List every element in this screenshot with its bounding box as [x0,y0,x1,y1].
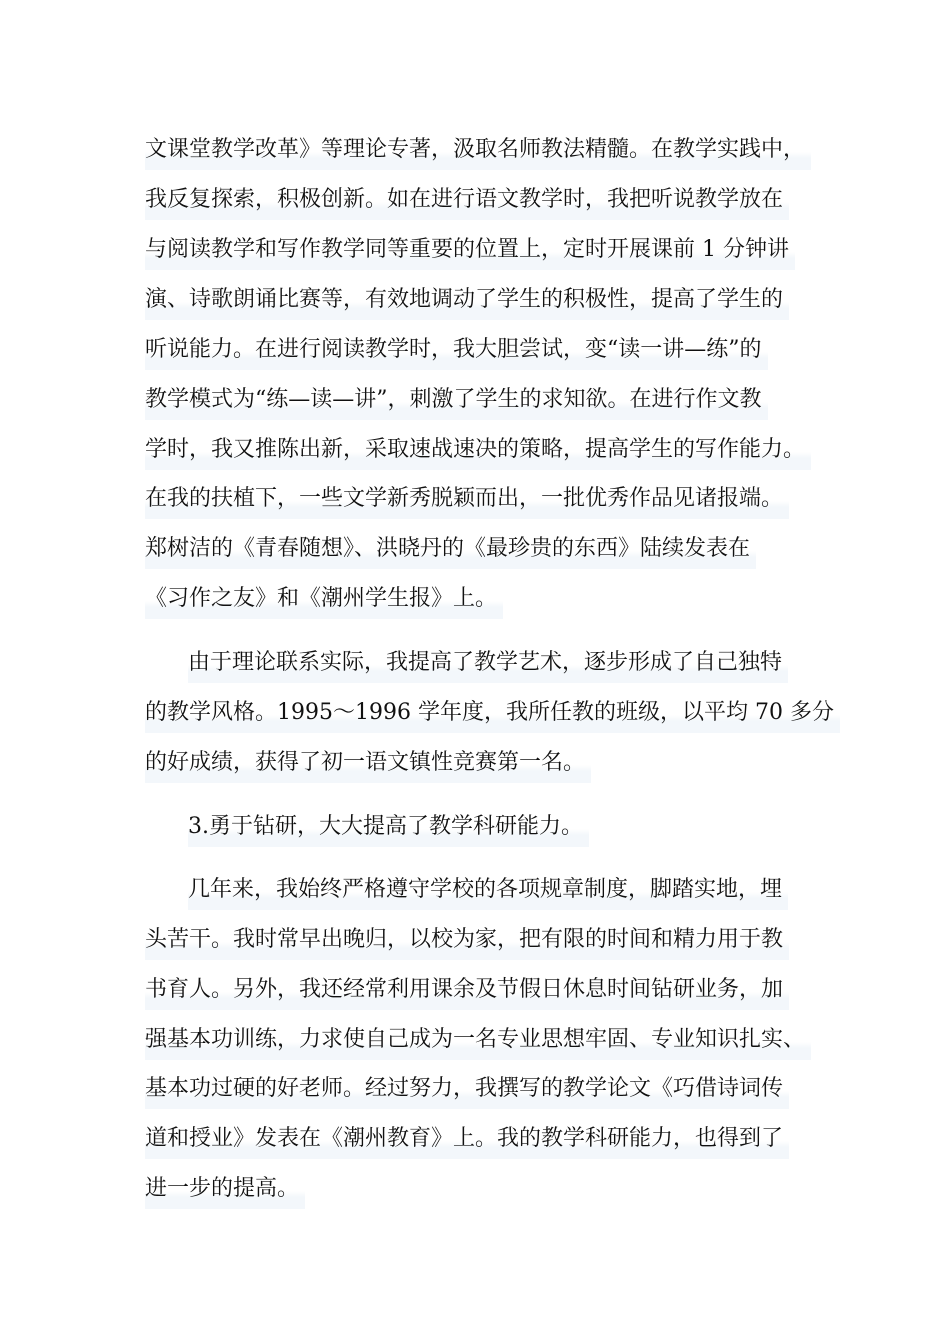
heading-line: 3.勇于钻研，大大提高了教学科研能力。 [188,807,589,847]
text-line: 文课堂教学改革》等理论专著，汲取名师教法精髓。在教学实践中， [145,130,811,170]
text-line: 基本功过硬的好老师。经过努力，我撰写的教学论文《巧借诗词传 [145,1069,789,1109]
text-line: 道和授业》发表在《潮州教育》上。我的教学科研能力，也得到了 [145,1119,789,1159]
text-line: 头苦干。我时常早出晚归，以校为家，把有限的时间和精力用于教 [145,920,789,960]
text-line: 进一步的提高。 [145,1169,305,1209]
text-line: 与阅读教学和写作教学同等重要的位置上，定时开展课前 1 分钟讲 [145,230,795,270]
text-line: 强基本功训练，力求使自己成为一名专业思想牢固、专业知识扎实、 [145,1020,811,1060]
text-line: 《习作之友》和《潮州学生报》上。 [145,579,503,619]
text-line: 我反复探索，积极创新。如在进行语文教学时，我把听说教学放在 [145,180,789,220]
text-line: 听说能力。在进行阅读教学时，我大胆尝试，变“读一讲—练”的 [145,330,768,370]
text-line: 书育人。另外，我还经常利用课余及节假日休息时间钻研业务，加 [145,970,789,1010]
text-line: 在我的扶植下，一些文学新秀脱颖而出，一批优秀作品见诸报端。 [145,479,789,519]
text-line: 几年来，我始终严格遵守学校的各项规章制度，脚踏实地，埋 [188,870,788,910]
text-line: 郑树洁的《青春随想》、洪晓丹的《最珍贵的东西》陆续发表在 [145,529,756,569]
text-line: 教学模式为“练—读—讲”，刺激了学生的求知欲。在进行作文教 [145,380,768,420]
text-line: 由于理论联系实际，我提高了教学艺术，逐步形成了自己独特 [188,643,788,683]
text-line: 的教学风格。1995～1996 学年度，我所任教的班级，以平均 70 多分 [145,693,840,733]
text-line: 的好成绩，获得了初一语文镇性竞赛第一名。 [145,743,591,783]
text-line: 演、诗歌朗诵比赛等，有效地调动了学生的积极性，提高了学生的 [145,280,789,320]
text-line: 学时，我又推陈出新，采取速战速决的策略，提高学生的写作能力。 [145,430,811,470]
